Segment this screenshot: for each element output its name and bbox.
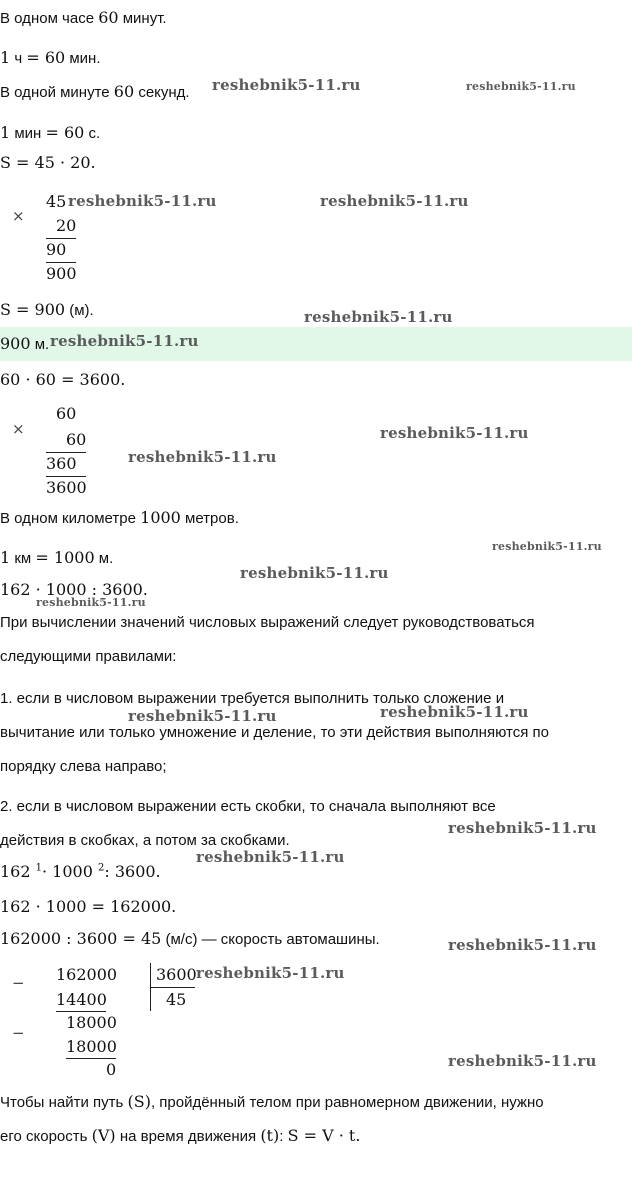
formula-s-45-20: S = 45 · 20. — [0, 153, 96, 172]
rules-intro-line-1: При вычислении значений числовых выражений следует руководствоваться — [0, 614, 535, 631]
watermark: reshebnik5-11.ru — [128, 448, 277, 466]
calc-line — [46, 476, 86, 477]
math-part: 60 — [98, 8, 119, 27]
watermark: reshebnik5-11.ru — [128, 707, 277, 725]
calc-partial: 360 — [46, 454, 77, 473]
calc-line — [46, 452, 86, 453]
math-part: 1000 — [140, 508, 181, 527]
path-formula-line-1 — [0, 1092, 544, 1111]
watermark: reshebnik5-11.ru — [50, 332, 199, 350]
text-part: м. — [30, 336, 50, 353]
math-part: : 3600. — [104, 862, 161, 881]
watermark: reshebnik5-11.ru — [448, 819, 597, 837]
calc-factor-1: 60 — [56, 404, 77, 423]
math-part: = 60 — [26, 48, 66, 67]
minus-sign: − — [12, 974, 25, 992]
division-line — [66, 1058, 116, 1059]
text-part: (м). — [65, 302, 94, 319]
order-mark: 2 — [97, 862, 105, 874]
math-part: · 1000 — [42, 862, 98, 881]
answer-900m — [0, 334, 49, 353]
watermark: reshebnik5-11.ru — [448, 936, 597, 954]
rule-1-line-1: 1. если в числовом выражении требуется выполнить только сложение и — [0, 690, 505, 707]
division-quotient: 45 — [166, 990, 187, 1009]
text-part: ч — [10, 50, 27, 67]
order-mark: 1 — [35, 862, 42, 874]
path-formula-line-2 — [0, 1126, 360, 1145]
text-part: В одном часе — [0, 10, 99, 27]
multiply-sign: × — [12, 207, 25, 225]
text-line-1min — [0, 123, 100, 142]
math-part: (S) — [127, 1092, 151, 1111]
rule-1-line-3: порядку слева направо; — [0, 758, 167, 775]
division-subtrahend: 18000 — [66, 1037, 117, 1056]
formula-order — [0, 862, 161, 881]
text-part: его скорость — [0, 1128, 92, 1145]
text-line-1h — [0, 48, 101, 67]
division-final-remainder: 0 — [106, 1060, 117, 1079]
watermark: reshebnik5-11.ru — [380, 703, 529, 721]
text-part: : — [279, 1128, 288, 1145]
rules-intro-line-2: следующими правилами: — [0, 648, 177, 665]
text-part: В одном километре — [0, 510, 141, 527]
rule-2-line-1: 2. если в числовом выражении есть скобки, то сначала выполняют все — [0, 798, 496, 815]
formula-speed — [0, 929, 380, 948]
math-part: 162 — [0, 862, 36, 881]
text-part: мин. — [65, 50, 101, 67]
calc-partial: 90 — [46, 240, 67, 259]
watermark: reshebnik5-11.ru — [492, 540, 602, 553]
math-part: 1 — [0, 123, 11, 142]
minus-sign: − — [12, 1024, 25, 1042]
watermark: reshebnik5-11.ru — [304, 308, 453, 326]
calc-result: 3600 — [46, 478, 87, 497]
text-part: (м/с) — скорость автомашины. — [161, 931, 380, 948]
division-line — [56, 1011, 106, 1012]
text-part: , пройдённый телом при равномерном движении, нужно — [150, 1094, 544, 1111]
calc-factor-2: 20 — [56, 216, 77, 235]
text-part: В одной минуте — [0, 84, 114, 101]
text-part: м. — [94, 550, 114, 567]
watermark: reshebnik5-11.ru — [196, 848, 345, 866]
calc-result: 900 — [46, 264, 77, 283]
watermark: reshebnik5-11.ru — [240, 564, 389, 582]
text-line-1km — [0, 548, 113, 567]
text-part: с. — [84, 125, 101, 142]
division-dividend: 162000 — [56, 965, 118, 984]
math-part: S = 900 — [0, 300, 66, 319]
math-part: = 60 — [45, 123, 85, 142]
calc-factor-2: 60 — [66, 430, 87, 449]
text-part: Чтобы найти путь — [0, 1094, 128, 1111]
multiply-sign: × — [12, 420, 25, 438]
math-part: (t) — [260, 1126, 280, 1145]
math-part: 1 — [0, 48, 11, 67]
math-part: 900 — [0, 334, 31, 353]
math-part: = 1000 — [35, 548, 95, 567]
math-part: 1 — [0, 548, 11, 567]
math-part: (V) — [91, 1126, 116, 1145]
watermark: reshebnik5-11.ru — [380, 424, 529, 442]
text-part: мин — [10, 125, 46, 142]
formula-s-900 — [0, 300, 94, 319]
watermark: reshebnik5-11.ru — [448, 1052, 597, 1070]
text-part: секунд. — [134, 84, 190, 101]
text-part: минут. — [118, 10, 167, 27]
division-line — [151, 987, 195, 988]
calc-factor-1: 45 — [46, 192, 67, 211]
watermark: reshebnik5-11.ru — [212, 76, 361, 94]
formula-162000: 162 · 1000 = 162000. — [0, 897, 177, 916]
text-part: км — [10, 550, 36, 567]
watermark: reshebnik5-11.ru — [68, 192, 217, 210]
calc-line — [46, 262, 76, 263]
text-part: метров. — [180, 510, 239, 527]
watermark: reshebnik5-11.ru — [36, 596, 146, 609]
text-line-hour — [0, 8, 167, 27]
math-part: 60 — [113, 82, 135, 101]
calc-line — [46, 238, 76, 239]
formula-60-60: 60 · 60 = 3600. — [0, 370, 126, 389]
rule-1-line-2: вычитание или только умножение и деление, то эти действия выполняются по — [0, 724, 549, 741]
text-part: на время движения — [115, 1128, 261, 1145]
watermark: reshebnik5-11.ru — [466, 80, 576, 93]
rule-2-line-2: действия в скобках, а потом за скобками. — [0, 832, 290, 849]
formula-expression: 162 · 1000 : 3600. — [0, 580, 148, 599]
division-divisor: 3600 — [156, 965, 197, 984]
division-subtrahend: 14400 — [56, 990, 107, 1009]
text-line-km — [0, 508, 239, 527]
watermark: reshebnik5-11.ru — [196, 964, 345, 982]
text-line-minute — [0, 82, 190, 101]
watermark: reshebnik5-11.ru — [320, 192, 469, 210]
math-part: 162000 : 3600 = 45 — [0, 929, 162, 948]
math-part: S = V · t. — [287, 1126, 361, 1145]
division-remainder: 18000 — [66, 1013, 117, 1032]
